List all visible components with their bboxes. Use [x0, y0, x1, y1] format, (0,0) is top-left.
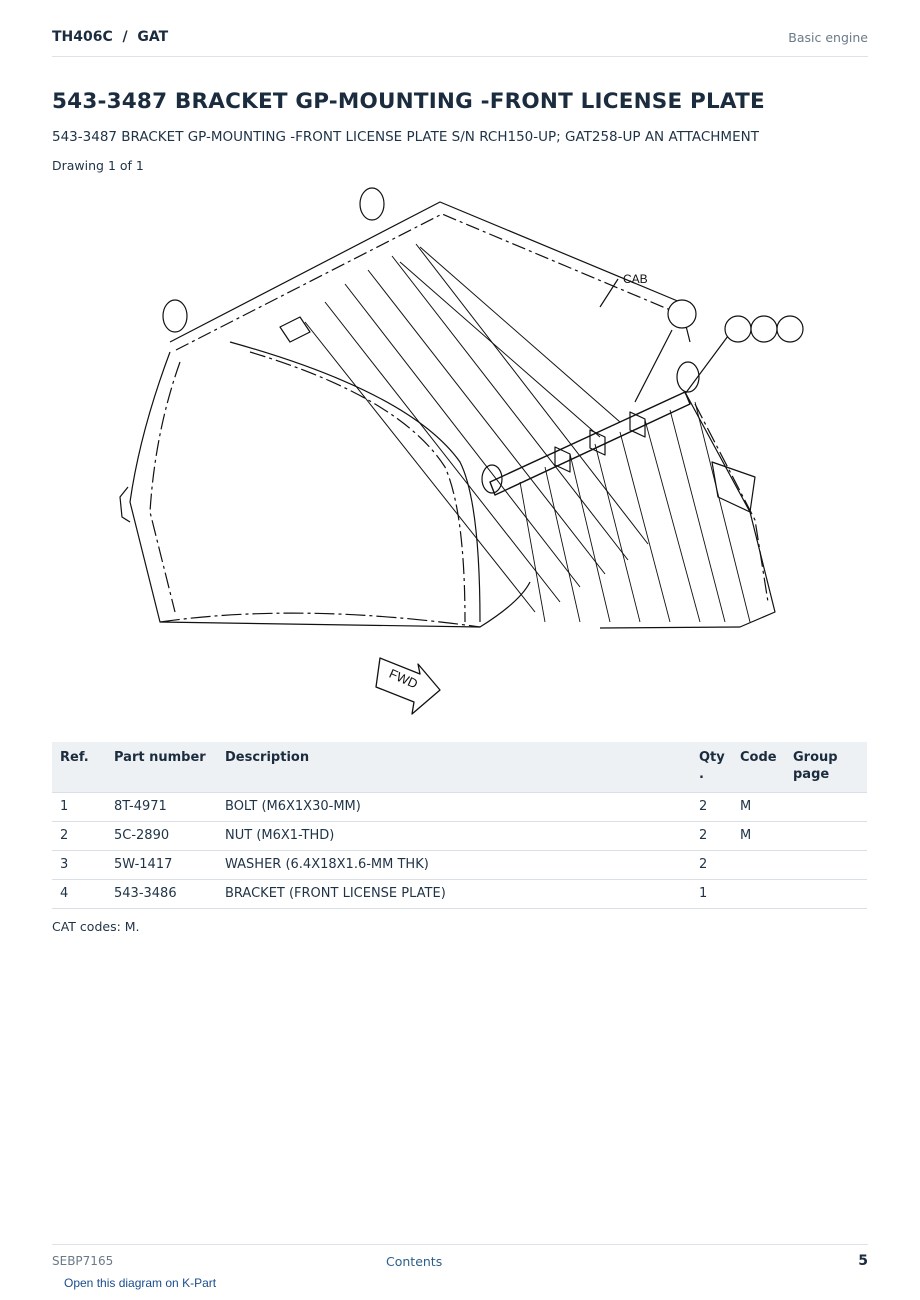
row-ref: 2 — [52, 822, 106, 851]
table-header-row — [52, 742, 867, 793]
section-name: Basic engine — [788, 30, 868, 45]
row-group-page — [785, 880, 867, 909]
row-ref: 3 — [52, 851, 106, 880]
table-row — [52, 793, 867, 822]
parts-diagram — [100, 182, 820, 722]
row-part-number: 8T-4971 — [106, 793, 217, 822]
row-code — [732, 880, 785, 909]
row-ref: 4 — [52, 880, 106, 909]
row-part-number: 5W-1417 — [106, 851, 217, 880]
col-code: Code — [732, 742, 785, 793]
table-row — [52, 851, 867, 880]
document-id: SEBP7165 — [52, 1254, 114, 1268]
col-group-page: Group page — [785, 742, 867, 793]
col-description: Description — [217, 742, 691, 793]
row-code — [732, 851, 785, 880]
cab-label: CAB — [623, 272, 648, 286]
row-qty: 1 — [691, 880, 732, 909]
row-description: NUT (M6X1-THD) — [217, 822, 691, 851]
page-number: 5 — [858, 1253, 868, 1269]
row-ref: 1 — [52, 793, 106, 822]
row-qty: 2 — [691, 851, 732, 880]
page-header — [52, 22, 868, 57]
machine-model: TH406C / GAT — [52, 29, 169, 45]
drawing-count: Drawing 1 of 1 — [52, 158, 144, 173]
contents-link[interactable]: Contents — [386, 1254, 443, 1269]
col-qty: Qty . — [691, 742, 732, 793]
col-ref: Ref. — [52, 742, 106, 793]
row-group-page — [785, 822, 867, 851]
row-qty: 2 — [691, 822, 732, 851]
page-title: 543-3487 BRACKET GP-MOUNTING -FRONT LICENSE PLATE — [52, 89, 765, 114]
col-part-number: Part number — [106, 742, 217, 793]
row-qty: 2 — [691, 793, 732, 822]
row-part-number: 5C-2890 — [106, 822, 217, 851]
table-row — [52, 880, 867, 909]
cat-codes-note: CAT codes: M. — [52, 919, 140, 934]
row-code: M — [732, 822, 785, 851]
fwd-label: FWD — [386, 665, 421, 692]
page-footer — [52, 1244, 868, 1275]
row-group-page — [785, 793, 867, 822]
parts-table — [52, 742, 867, 909]
row-part-number: 543-3486 — [106, 880, 217, 909]
page-subtitle: 543-3487 BRACKET GP-MOUNTING -FRONT LICENSE PLATE S/N RCH150-UP; GAT258-UP AN ATTACHMENT — [52, 129, 759, 145]
table-row — [52, 822, 867, 851]
kpart-diagram-link[interactable]: Open this diagram on K-Part — [64, 1276, 217, 1290]
row-description: BRACKET (FRONT LICENSE PLATE) — [217, 880, 691, 909]
row-description: BOLT (M6X1X30-MM) — [217, 793, 691, 822]
row-group-page — [785, 851, 867, 880]
row-description: WASHER (6.4X18X1.6-MM THK) — [217, 851, 691, 880]
row-code: M — [732, 793, 785, 822]
